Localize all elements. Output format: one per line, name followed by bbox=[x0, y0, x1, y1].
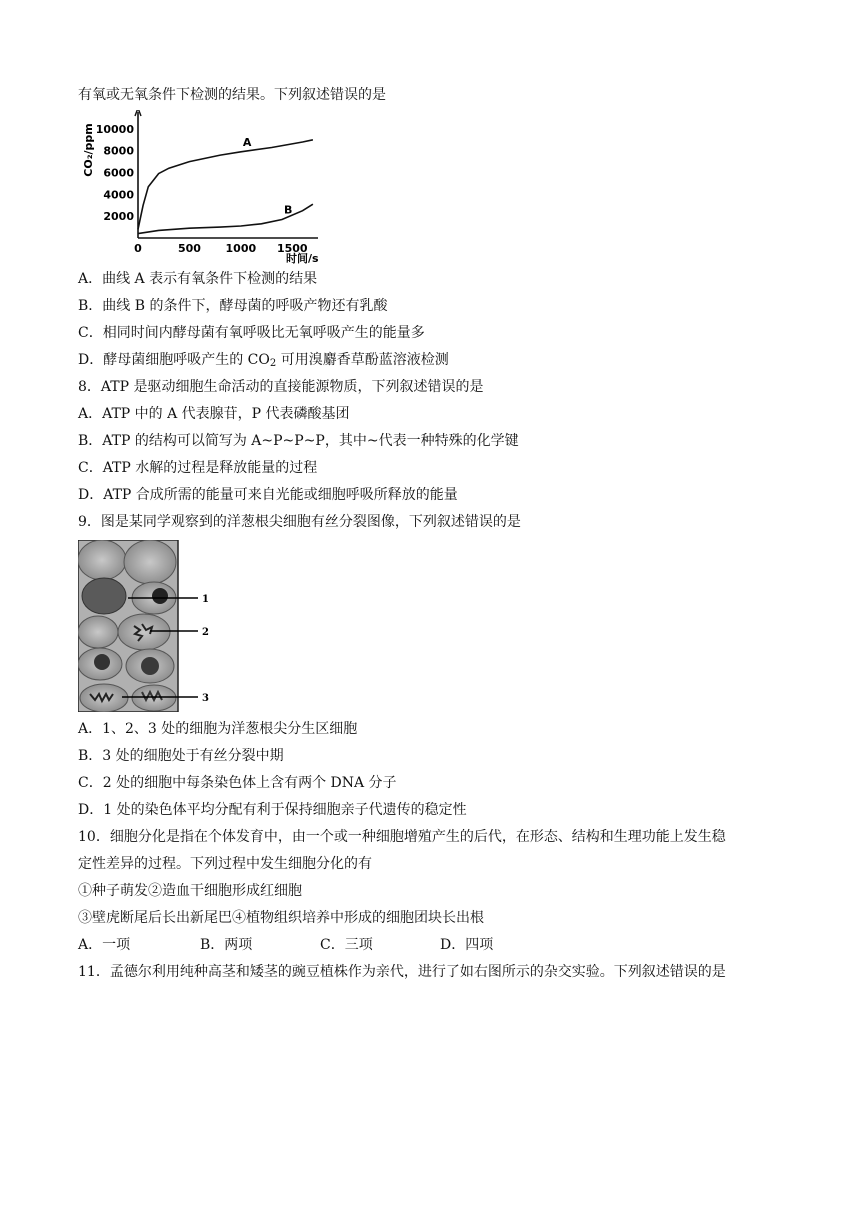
y-axis-label: CO₂/ppm bbox=[82, 123, 95, 177]
y-tick-1: 4000 bbox=[103, 188, 134, 202]
x-tick-0: 0 bbox=[134, 242, 142, 255]
series-label-B: B bbox=[284, 203, 293, 217]
micro-label-2: 2 bbox=[202, 627, 209, 638]
q10-options-row bbox=[78, 936, 493, 954]
y-tick-2: 6000 bbox=[103, 166, 134, 180]
y-tick-3: 8000 bbox=[103, 144, 134, 158]
q8-stem: 8．ATP 是驱动细胞生命活动的直接能源物质，下列叙述错误的是 bbox=[78, 379, 484, 395]
q7-option-d-pre: D．酵母菌细胞呼吸产生的 CO bbox=[78, 352, 270, 368]
q7-option-c: C．相同时间内酵母菌有氧呼吸比无氧呼吸产生的能量多 bbox=[78, 325, 425, 341]
y-tick-0: 2000 bbox=[103, 210, 134, 224]
x-tick-2: 1000 bbox=[225, 242, 257, 255]
q7-option-d-sub: 2 bbox=[269, 358, 277, 369]
micro-label-1: 1 bbox=[202, 594, 209, 605]
x-tick-1: 500 bbox=[177, 242, 201, 255]
q8-option-c: C．ATP 水解的过程是释放能量的过程 bbox=[78, 460, 318, 476]
mitosis-micrograph bbox=[78, 540, 218, 712]
q8-option-a: A．ATP 中的 A 代表腺苷，P 代表磷酸基团 bbox=[78, 406, 350, 422]
chart-series bbox=[138, 136, 313, 234]
q10-option-c: C．三项 bbox=[320, 937, 373, 953]
y-tick-labels bbox=[96, 123, 135, 223]
q11-stem: 11．孟德尔利用纯种高茎和矮茎的豌豆植株作为亲代，进行了如右图所示的杂交实验。下列叙述错误的是 bbox=[78, 964, 726, 980]
x-tick-3: 1500 bbox=[276, 242, 308, 255]
q9-option-a: A．1、2、3 处的细胞为洋葱根尖分生区细胞 bbox=[78, 721, 358, 737]
q10-option-b: B．两项 bbox=[200, 937, 253, 953]
q10-items-line1: ①种子萌发②造血干细胞形成红细胞 bbox=[78, 883, 302, 899]
series-label-A: A bbox=[242, 135, 252, 149]
q7-option-d-post: 可用溴麝香草酚蓝溶液检测 bbox=[276, 352, 449, 368]
co2-chart bbox=[76, 110, 326, 268]
q10-option-d: D．四项 bbox=[440, 937, 494, 953]
q9-option-c: C．2 处的细胞中每条染色体上含有两个 DNA 分子 bbox=[78, 775, 397, 791]
q8-option-b: B．ATP 的结构可以简写为 A~P~P~P，其中~代表一种特殊的化学键 bbox=[78, 433, 519, 449]
q10-stem-line1: 10．细胞分化是指在个体发育中，由一个或一种细胞增殖产生的后代，在形态、结构和生理功能上发生稳 bbox=[78, 829, 726, 845]
q7-option-d bbox=[78, 351, 449, 369]
q10-option-a: A．一项 bbox=[78, 937, 131, 953]
q9-option-b: B．3 处的细胞处于有丝分裂中期 bbox=[78, 748, 284, 764]
x-axis-label: 时间/s bbox=[286, 252, 319, 265]
y-tick-4: 10000 bbox=[95, 122, 134, 136]
q9-stem: 9．图是某同学观察到的洋葱根尖细胞有丝分裂图像，下列叙述错误的是 bbox=[78, 514, 521, 530]
micro-label-3: 3 bbox=[202, 693, 209, 704]
q10-items-line2: ③壁虎断尾后长出新尾巴④植物组织培养中形成的细胞团块长出根 bbox=[78, 910, 484, 926]
x-tick-labels bbox=[134, 242, 308, 255]
q7-option-b: B．曲线 B 的条件下，酵母菌的呼吸产物还有乳酸 bbox=[78, 298, 388, 314]
chart-axes bbox=[135, 110, 318, 238]
q7-stem-tail: 有氧或无氧条件下检测的结果。下列叙述错误的是 bbox=[78, 87, 386, 103]
q9-option-d: D．1 处的染色体平均分配有利于保持细胞亲子代遗传的稳定性 bbox=[78, 802, 467, 818]
q8-option-d: D．ATP 合成所需的能量可来自光能或细胞呼吸所释放的能量 bbox=[78, 487, 458, 503]
q7-option-a: A．曲线 A 表示有氧条件下检测的结果 bbox=[78, 271, 318, 287]
q10-stem-line2: 定性差异的过程。下列过程中发生细胞分化的有 bbox=[78, 856, 372, 872]
